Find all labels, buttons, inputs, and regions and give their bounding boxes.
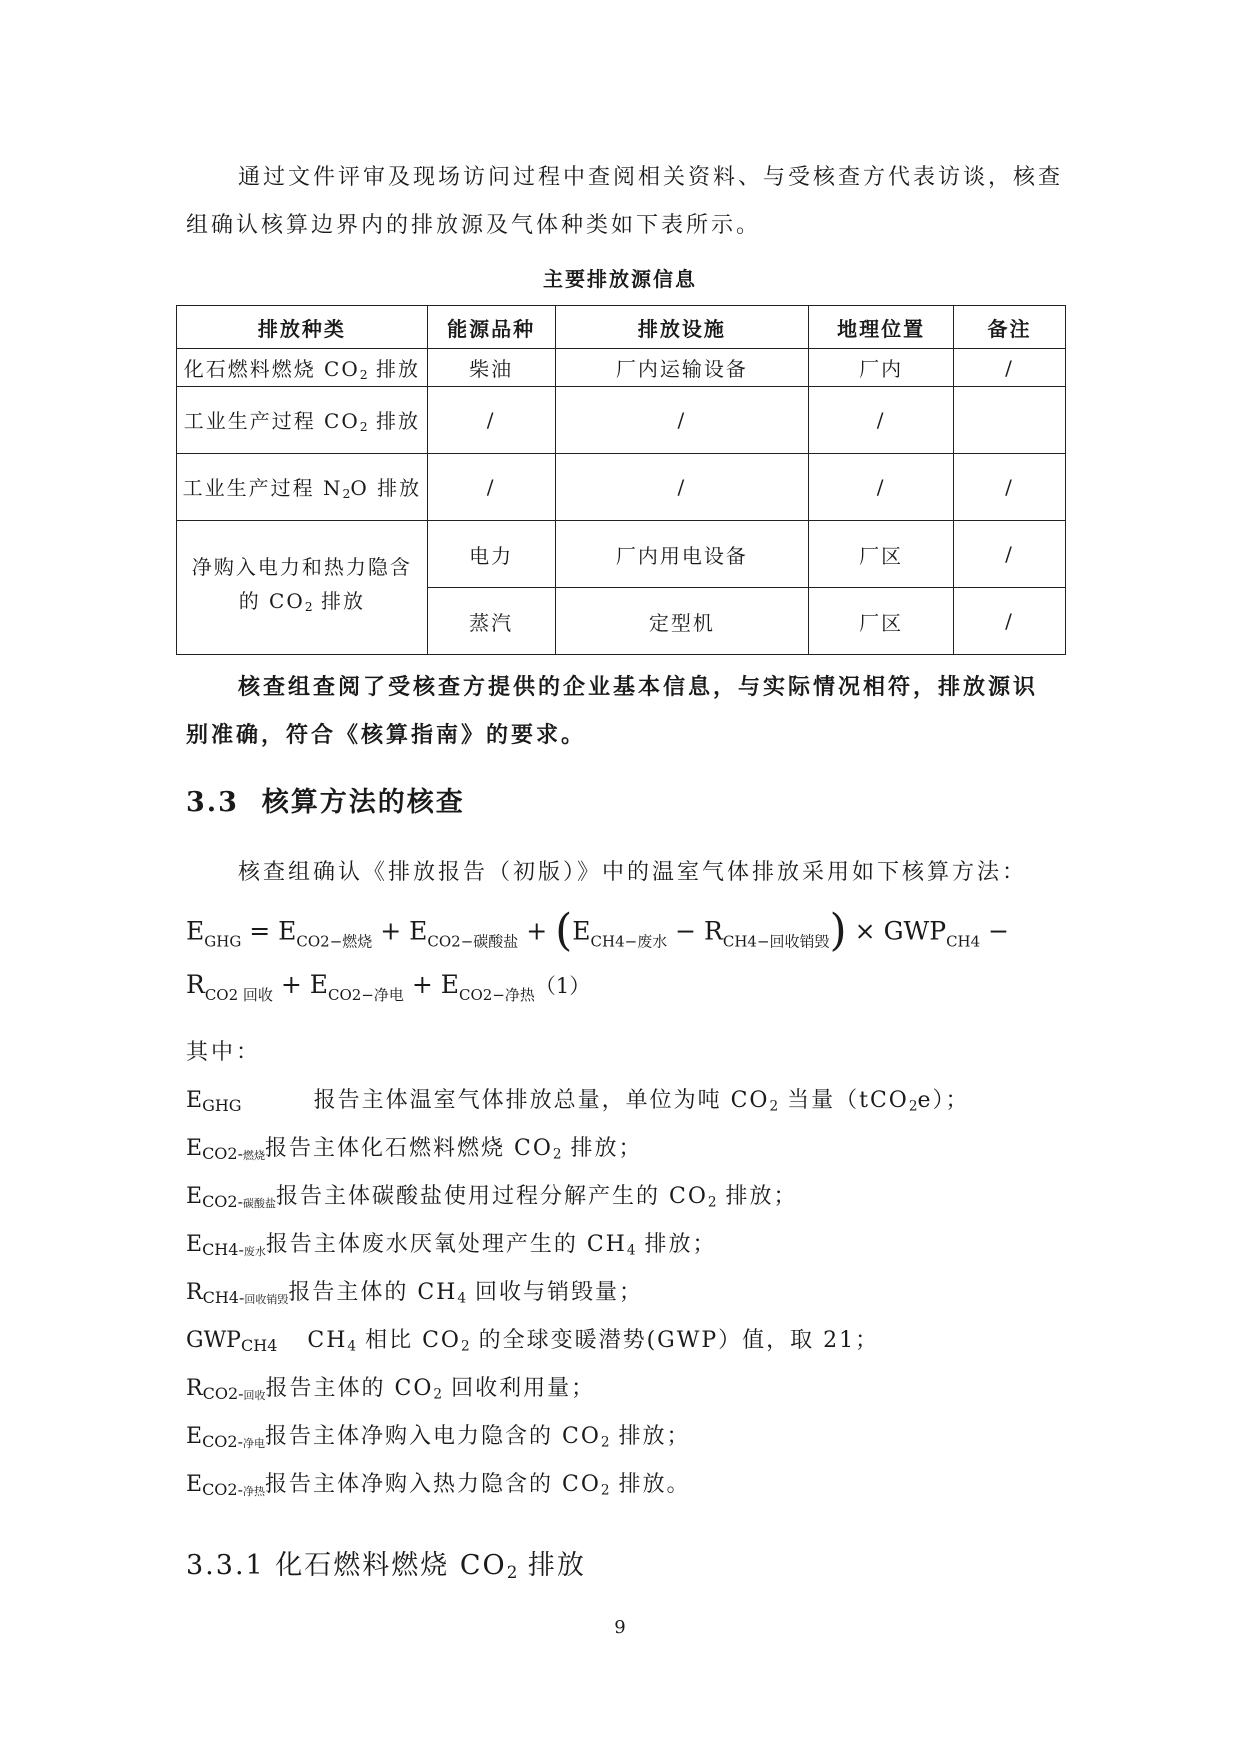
emission-type-line: 的 $CO_2$ 排放 — [238, 589, 366, 615]
facility-cell: 厂内用电设备 — [555, 521, 809, 588]
definition-item: RCH4-回收销毁报告主体的 $CH_4$ 回收与销毁量； — [186, 1280, 644, 1307]
header-cell: 备注 — [954, 306, 1066, 349]
note-cell — [954, 387, 1066, 454]
table-header-row — [177, 306, 1066, 349]
energy-cell: / — [427, 387, 555, 454]
definition-item: GWPCH4 $CH_4$ 相比 $CO_2$ 的全球变暖潜势(GWP）值，取 21； — [186, 1328, 880, 1355]
table-caption: 主要排放源信息 — [543, 267, 697, 291]
emission-type-cell: 工业生产过程 $CO_2$ 排放 — [177, 387, 428, 454]
formula-number: （1） — [534, 974, 591, 998]
method-intro: 核查组确认《排放报告（初版）》中的温室气体排放采用如下核算方法： — [238, 860, 1028, 885]
page-number: 9 — [614, 1617, 626, 1638]
energy-cell: 蒸汽 — [427, 588, 555, 655]
location-cell: 厂内 — [809, 349, 954, 387]
location-cell: 厂区 — [809, 521, 954, 588]
header-cell: 排放设施 — [555, 306, 809, 349]
definition-item: EGHG 报告主体温室气体排放总量，单位为吨 $CO_2$ 当量（tCO$_2$e）； — [186, 1088, 970, 1115]
location-cell: / — [809, 454, 954, 521]
subsection-title: 化石燃料燃烧 $CO_2$ 排放 — [275, 1550, 586, 1583]
conclusion-line-1: 核查组查阅了受核查方提供的企业基本信息，与实际情况相符，排放源识 — [238, 674, 1039, 700]
emission-type-cell: 化石燃料燃烧 $CO_2$ 排放 — [177, 349, 428, 387]
where-label: 其中： — [186, 1040, 262, 1065]
table-row — [177, 349, 1066, 387]
note-cell: / — [954, 454, 1066, 521]
emission-type-cell — [177, 521, 428, 655]
header-cell: 能源品种 — [427, 306, 555, 349]
conclusion-line-2: 别准确，符合《核算指南》的要求。 — [186, 722, 587, 748]
table-row — [177, 387, 1066, 454]
section-title: 核算方法的核查 — [261, 787, 465, 818]
subsection-heading — [186, 1543, 586, 1582]
definition-item: RCO2-回收报告主体的 $CO_2$ 回收利用量； — [186, 1376, 596, 1403]
formula-line-2: $R_{CO2 回收} + E_{CO2-净电} + E_{CO2-净热}(1)$ — [186, 970, 591, 1004]
definition-item: ECO2-碳酸盐报告主体碳酸盐使用过程分解产生的 $CO_2$ 排放； — [186, 1184, 798, 1211]
definition-item: ECO2-净热报告主体净购入热力隐含的 $CO_2$ 排放。 — [186, 1472, 691, 1499]
formula-line-1: $E_{GHG} = E_{CO2-燃烧} + E_{CO2-碳酸盐} + (E_{CH4-废水} - R_{CH4-回收销毁}) \times GWP_{CH4}$ − — [186, 905, 1010, 956]
facility-cell: 定型机 — [555, 588, 809, 655]
emission-source-table — [176, 305, 1066, 655]
section-number: 3.3 — [186, 787, 239, 818]
emission-type-cell: 工业生产过程 $N_2O$ 排放 — [177, 454, 428, 521]
facility-cell: / — [555, 454, 809, 521]
table-row — [177, 521, 1066, 588]
facility-cell: 厂内运输设备 — [555, 349, 809, 387]
header-cell: 地理位置 — [809, 306, 954, 349]
note-cell: / — [954, 521, 1066, 588]
definition-item: ECO2-燃烧报告主体化石燃料燃烧 $CO_2$ 排放； — [186, 1136, 643, 1163]
facility-cell: / — [555, 387, 809, 454]
location-cell: 厂区 — [809, 588, 954, 655]
note-cell: / — [954, 588, 1066, 655]
note-cell: / — [954, 349, 1066, 387]
location-cell: / — [809, 387, 954, 454]
energy-cell: 柴油 — [427, 349, 555, 387]
energy-cell: / — [427, 454, 555, 521]
header-cell: 排放种类 — [177, 306, 428, 349]
table-row — [177, 454, 1066, 521]
emission-type-line: 净购入电力和热力隐含 — [191, 555, 412, 580]
energy-cell: 电力 — [427, 521, 555, 588]
intro-line-1: 通过文件评审及现场访问过程中查阅相关资料、与受核查方代表访谈，核查 — [238, 165, 1064, 190]
section-heading — [186, 780, 465, 819]
intro-line-2: 组确认核算边界内的排放源及气体种类如下表所示。 — [186, 213, 762, 238]
definition-item: ECO2-净电报告主体净购入电力隐含的 $CO_2$ 排放； — [186, 1424, 691, 1451]
definition-item: ECH4-废水报告主体废水厌氧处理产生的 $CH_4$ 排放； — [186, 1232, 717, 1259]
subsection-number: 3.3.1 — [186, 1550, 265, 1581]
